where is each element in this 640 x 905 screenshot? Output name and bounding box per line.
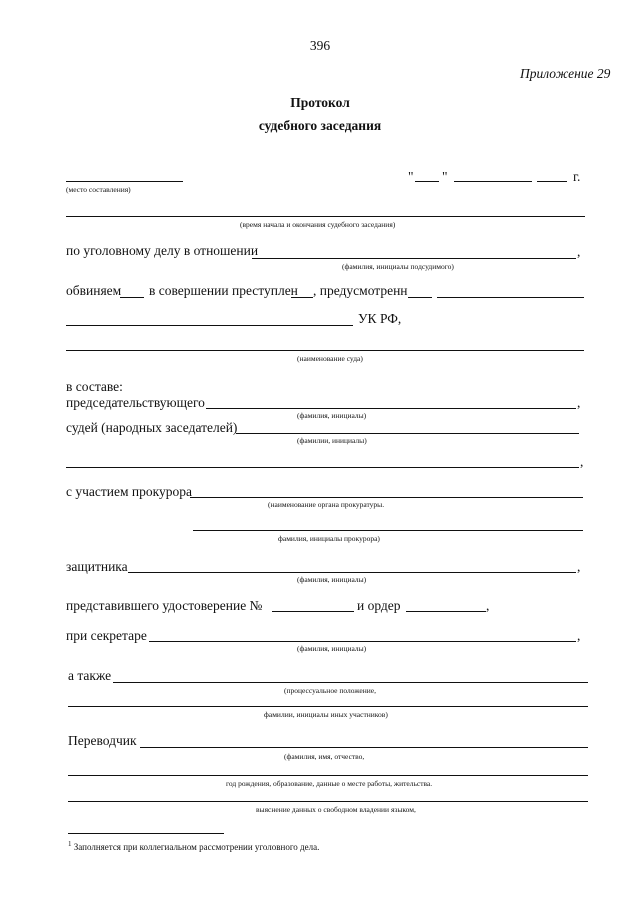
date-year-line[interactable] (537, 181, 567, 182)
translator-label: Переводчик (68, 733, 137, 748)
year-suffix: г. (573, 169, 581, 184)
proc-status-line[interactable] (113, 682, 588, 683)
judges-line[interactable] (236, 433, 579, 434)
footnote-rule (68, 833, 224, 834)
session-time-caption: (время начала и окончания судебного заседания) (240, 220, 396, 229)
provided-ending-line[interactable] (408, 297, 432, 298)
court-caption: (наименование суда) (297, 354, 363, 363)
judges-extra-line[interactable] (66, 467, 579, 468)
defender-label: защитника (66, 559, 128, 574)
article-cont-line[interactable] (66, 325, 353, 326)
session-time-line[interactable] (66, 216, 585, 217)
translator-info-line[interactable] (68, 775, 588, 776)
translator-name-line[interactable] (140, 747, 588, 748)
order-number-line[interactable] (406, 611, 486, 612)
accused-ending-line[interactable] (120, 297, 144, 298)
others-line[interactable] (68, 706, 588, 707)
proc-status-caption: (процессуальное положение, (284, 686, 376, 695)
certificate-number-line[interactable] (272, 611, 354, 612)
certificate-label: представившего удостоверение № (66, 598, 263, 613)
defendant-caption: (фамилия, инициалы подсудимого) (342, 262, 454, 271)
defendant-line[interactable] (252, 258, 576, 259)
presiding-comma: , (577, 395, 581, 410)
footnote (68, 840, 319, 852)
provided-label: , предусмотренн (313, 283, 408, 298)
presiding-caption: (фамилия, инициалы) (297, 411, 367, 420)
presiding-label: председательствующего (66, 395, 205, 410)
date-open-quote: " (408, 169, 414, 184)
date-day-line[interactable] (415, 181, 439, 182)
secretary-comma: , (577, 628, 581, 643)
document-title: Протокол (290, 95, 350, 110)
translator-info-caption: год рождения, образование, данные о месте работы, жительства. (226, 779, 433, 788)
order-comma: , (486, 598, 490, 613)
criminal-case-label: по уголовному делу в отношении (66, 243, 259, 258)
defender-caption: (фамилия, инициалы) (297, 575, 367, 584)
date-close-quote: " (442, 169, 448, 184)
date-month-line[interactable] (454, 181, 532, 182)
prosecutor-name-line[interactable] (193, 530, 583, 531)
prosecutor-org-line[interactable] (190, 497, 583, 498)
uk-rf-label: УК РФ, (358, 311, 402, 326)
also-label: а также (68, 668, 112, 683)
secretary-line[interactable] (149, 641, 576, 642)
prosecutor-name-caption: фамилия, инициалы прокурора) (278, 534, 380, 543)
language-caption: выяснение данных о свободном владении языком, (256, 805, 416, 814)
court-line[interactable] (66, 350, 584, 351)
document-subtitle: судебного заседания (258, 118, 382, 133)
composition-label: в составе: (66, 379, 123, 394)
others-caption: фамилии, инициалы иных участников) (264, 710, 388, 719)
place-field-line[interactable] (66, 181, 183, 182)
accused-label: обвиняем (66, 283, 122, 298)
defender-comma: , (577, 559, 581, 574)
place-caption: (место составления) (66, 185, 131, 194)
prosecutor-org-caption: (наименование органа прокуратуры. (268, 500, 385, 509)
crime-ending-line[interactable] (291, 297, 313, 298)
article-line[interactable] (437, 297, 584, 298)
appendix-label: Приложение 29 (520, 66, 611, 81)
judges-extra-comma: , (580, 454, 584, 469)
judges-label: судей (народных заседателей) (66, 420, 238, 435)
defender-line[interactable] (128, 572, 576, 573)
defendant-comma: , (577, 244, 581, 259)
order-label: и ордер (357, 598, 401, 613)
secretary-caption: (фамилия, инициалы) (297, 644, 367, 653)
judges-caption: (фамилии, инициалы) (297, 436, 367, 445)
footnote-text: Заполняется при коллегиальном рассмотрении уголовного дела. (73, 842, 320, 852)
presiding-line[interactable] (206, 408, 576, 409)
prosecutor-label: с участием прокурора (66, 484, 193, 499)
secretary-label: при секретаре (66, 628, 147, 643)
crime-label: в совершении преступлен (149, 283, 298, 298)
translator-name-caption: (фамилия, имя, отчество, (284, 752, 365, 761)
footnote-mark: 1 (68, 840, 72, 848)
page-number: 396 (309, 38, 331, 53)
language-line[interactable] (68, 801, 588, 802)
